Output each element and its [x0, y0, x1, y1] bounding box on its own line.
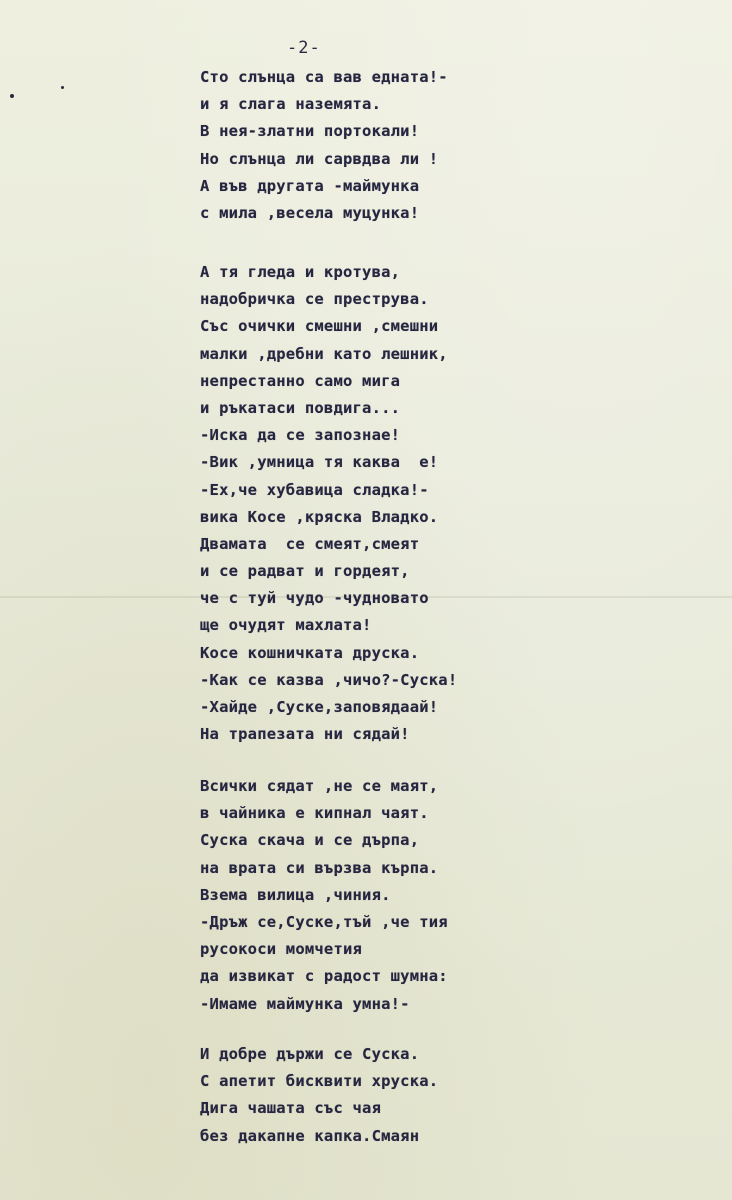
poem-line: русокоси момчетия — [200, 940, 363, 959]
poem-line: А тя гледа и кротува, — [200, 263, 401, 281]
poem-line: Взема вилица ,чиния. — [200, 885, 391, 904]
poem-line: С апетит бисквити хруска. — [200, 1072, 439, 1091]
poem-line: малки ,дребни като лешник, — [200, 344, 448, 363]
poem-line: и я слага наземята. — [200, 95, 382, 114]
poem-line: На трапезата ни сядай! — [200, 725, 410, 744]
poem-line: че с туй чудо -чудновато — [200, 589, 429, 608]
poem-line: -Хайде ,Суске,заповядаай! — [200, 698, 439, 716]
poem-line: Двамата се смеят,смеят — [200, 534, 420, 553]
poem-line: Сто слънца са вав едната!- — [200, 68, 448, 86]
poem-line: Суска скача и се дърпа, — [200, 831, 420, 850]
poem-line: -Дръж се,Суске,тъй ,че тия — [200, 912, 448, 931]
ink-speck — [10, 94, 14, 98]
page-number: -2- — [287, 38, 321, 58]
poem-line: -Вик ,умница тя каква е! — [200, 453, 439, 472]
poem-line: непрестанно само мига — [200, 371, 401, 390]
poem-line: И добре държи се Суска. — [200, 1045, 420, 1063]
poem-line: на врата си вързва кърпа. — [200, 858, 439, 877]
stanza — [200, 1041, 720, 1150]
stanza — [200, 773, 720, 1018]
poem-line: Всички сядат ,не се маят, — [200, 777, 439, 795]
poem-line: с мила ,весела муцунка! — [200, 203, 420, 222]
poem-line: в чайника е кипнал чаят. — [200, 804, 429, 823]
poem-line: вика Косе ,кряска Владко. — [200, 507, 439, 526]
poem-line: В нея-златни портокали! — [200, 122, 420, 141]
poem-line: надобричка се преструва. — [200, 290, 429, 309]
poem-line: без дакапне капка.Смаян — [200, 1126, 420, 1145]
poem-line: Косе кошничката друска. — [200, 643, 420, 662]
ink-speck — [61, 86, 64, 89]
poem-line: А във другата -маймунка — [200, 176, 420, 195]
poem-line: -Как се казва ,чичо?-Суска! — [200, 670, 458, 689]
stanza — [200, 259, 720, 748]
stanza — [200, 64, 720, 227]
poem-line: ще очудят махлата! — [200, 616, 372, 635]
poem-line: -Иска да се запознае! — [200, 426, 401, 445]
poem-line: Но слънца ли сарвдва ли ! — [200, 149, 439, 168]
poem-line: -Имаме маймунка умна!- — [200, 994, 410, 1013]
poem-line: Дига чашата със чая — [200, 1099, 382, 1118]
poem-line: да извикат с радост шумна: — [200, 967, 448, 986]
poem-line: -Ех,че хубавица сладка!- — [200, 480, 429, 499]
poem-line: и ръкатаси повдига... — [200, 398, 401, 417]
poem-line: и се радват и гордеят, — [200, 562, 410, 581]
poem-line: Със очички смешни ,смешни — [200, 317, 439, 336]
